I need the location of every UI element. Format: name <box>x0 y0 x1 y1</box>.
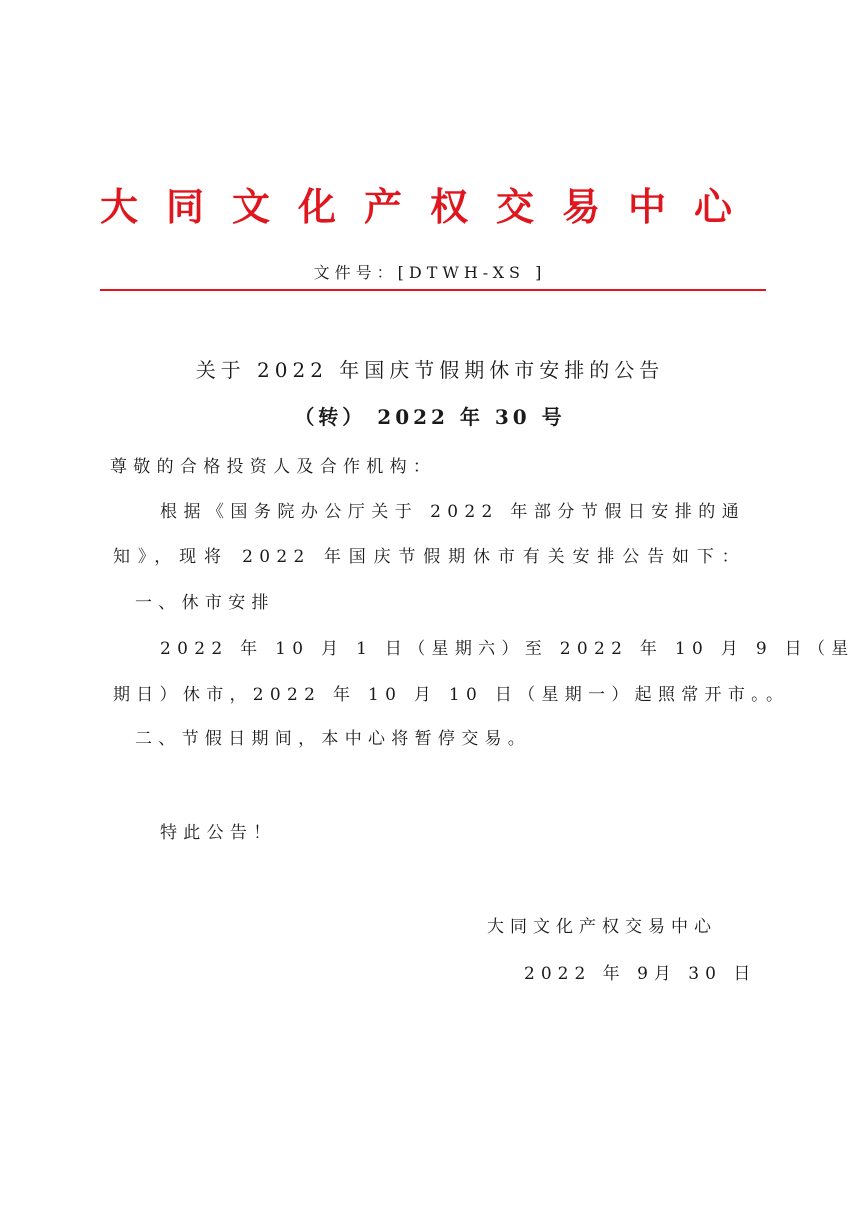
section-1-line-1: 2022 年 10 月 1 日（星期六）至 2022 年 10 月 9 日（星 <box>160 639 855 659</box>
notice-title: 关于 2022 年国庆节假期休市安排的公告 <box>195 358 665 382</box>
notice-reference-number: （转） 2022 年 30 号 <box>294 405 566 429</box>
header-divider <box>100 289 766 291</box>
paragraph-1-line-1: 根据《国务院办公厅关于 2022 年部分节假日安排的通 <box>160 502 745 522</box>
closing-statement: 特此公告！ <box>160 823 277 843</box>
section-1-heading: 一、休市安排 <box>135 593 275 613</box>
section-1-line-2: 期日）休市，2022 年 10 月 10 日（星期一）起照常开市。。 <box>113 685 790 705</box>
section-2: 二、节假日期间，本中心将暂停交易。 <box>135 729 532 749</box>
document-number: 文件号：[DTWH-XS ] <box>313 263 547 282</box>
signature-date: 2022 年 9月 30 日 <box>524 964 757 984</box>
signature-organization: 大同文化产权交易中心 <box>487 917 717 937</box>
organization-header-title: 大同文化产权交易中心 <box>99 184 760 229</box>
salutation: 尊敬的合格投资人及合作机构： <box>110 457 437 477</box>
paragraph-1-line-2: 知》，现将 2022 年国庆节假期休市有关安排公告如下： <box>113 547 745 567</box>
